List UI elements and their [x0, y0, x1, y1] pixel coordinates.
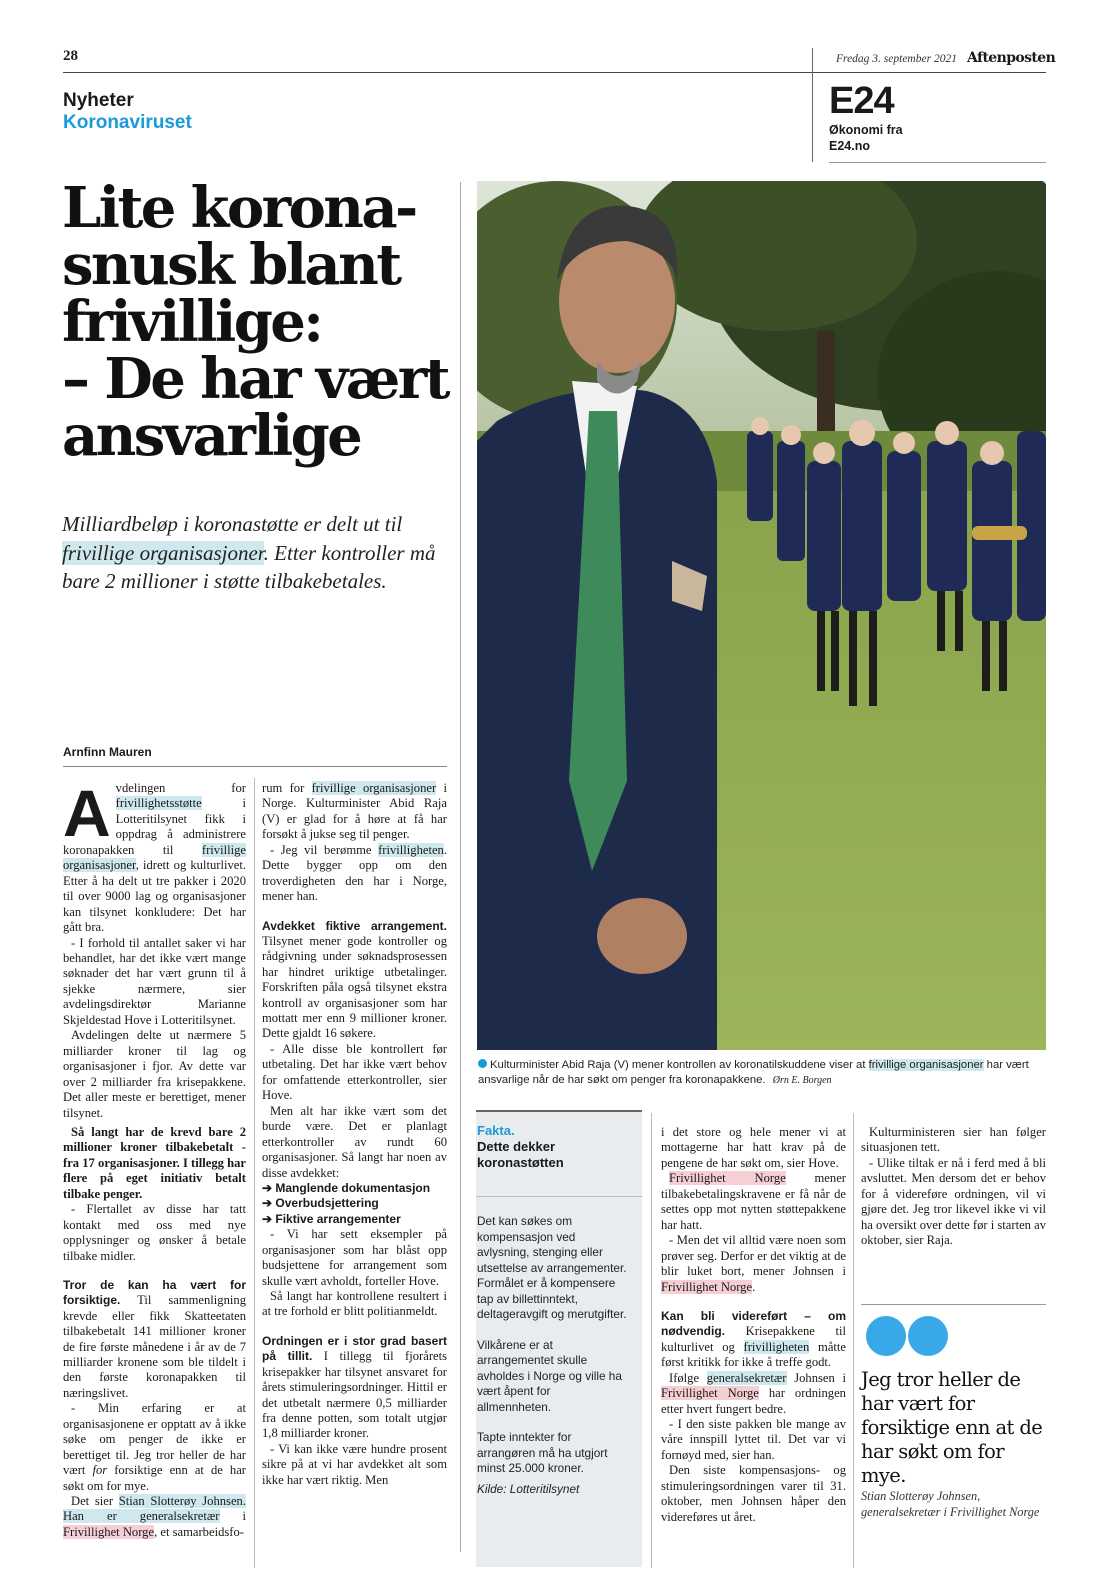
- ingress-highlight: frivillige organisasjoner: [62, 540, 264, 565]
- paragraph: Avdelingen delte ut nærmere 5 milliarder kroner til lag og organisasjoner i fjor. Av dette var over 2 milliarder fra krisepakkene. Det aller meste er berettiget, mener tilsynet.: [63, 1028, 246, 1120]
- caption-highlight: frivillige organisasjoner: [868, 1059, 984, 1071]
- headline-line: frivillige:: [62, 289, 322, 355]
- fakta-body: [477, 1214, 627, 1497]
- e24-tagline: Økonomi fra: [829, 123, 903, 137]
- column-divider: [853, 1113, 854, 1568]
- ingress-text: Milliardbeløp i koronastøtte er delt ut til: [62, 512, 403, 536]
- paragraph: - I forhold til antallet saker vi har behandlet, har det ikke vært mange søknader det har vært grunn til å sjekke nærmere, sier avdelingsdirektør Marianne Skjeldestad Hove i Lotteritilsynet.: [63, 935, 246, 1027]
- paragraph: - I den siste pakken ble mange av våre innspill lyttet til. Det var vi fornøyd med, sier han.: [661, 1416, 846, 1462]
- fakta-source: Kilde: Lotteritilsynet: [477, 1481, 580, 1496]
- photo-caption: [478, 1058, 1046, 1088]
- headline: [62, 175, 452, 469]
- paragraph: Kulturministeren sier han følger situasjonen tett.: [861, 1125, 1046, 1155]
- headline-line: ansvarlige: [62, 403, 361, 469]
- header-divider: [812, 48, 813, 162]
- list-item: ➔ Fiktive arrangementer: [262, 1211, 401, 1226]
- article-column-4: [661, 1125, 846, 1525]
- subhead-paragraph: Tror de kan ha vært for forsiktige. Til sammenligning krevde eller fikk Skatteetaten tilbakebetalt 141 millioner kroner de fire første månedene i år av de 7 milliarder kronene som ble tildelt i den første koronapakken til næringslivet.: [63, 1278, 246, 1400]
- paragraph: - Vi har sett eksempler på organisasjoner som har blåst opp budsjettene for arrangement som skulle vært avholdt, forteller Hove.: [262, 1227, 447, 1288]
- paragraph: i det store og hele mener vi at mottagerne har hatt krav på de pengene de har søkt om, sier Hove.: [661, 1125, 846, 1170]
- paragraph: Frivillighet Norge mener tilbakebetalingskravene er få når de settes opp mot nytten støttepakkene har hatt.: [661, 1171, 846, 1232]
- fakta-title: Dette dekker koronastøtten: [477, 1139, 564, 1170]
- fakta-paragraph: Tapte inntekter for arrangøren må ha utgjort minst 25.000 kroner.: [477, 1430, 608, 1475]
- camera-icon: [478, 1059, 487, 1068]
- subsection-label: Koronaviruset: [63, 112, 192, 133]
- ingress: [62, 510, 447, 596]
- newspaper-logo: Aftenposten: [967, 50, 1056, 66]
- headline-line: – De har vært: [62, 346, 448, 412]
- paragraph: Avdelingen for frivillighetsstøtte i Lotteritilsynet fikk i oppdrag å administrere koronapakken til frivillige organisasjoner, idrett og kulturlivet. Etter å ha delt ut tre pakker i 2020 til over 9000 lag og organisasjoner kan tilsynet konkludere: Det har gått bra.: [63, 776, 246, 935]
- fakta-label: Fakta.: [477, 1123, 515, 1138]
- paragraph: Den siste kompensasjons- og stimuleringsordningen varer til 31. oktober, men Johnsen håper den videreføres ut året.: [661, 1463, 846, 1524]
- pull-quote: Jeg tror heller de har vært for forsiktige enn at de har søkt om for mye.: [861, 1368, 1043, 1487]
- quote-attribution: Stian Slotterøy Johnsen, generalsekretær i Frivillighet Norge: [861, 1489, 1040, 1519]
- fakta-title-rule: [476, 1196, 642, 1197]
- subhead-paragraph: Ordningen er i stor grad basert på tillit. I tillegg til fjorårets krisepakker har tilsynet ansvaret for årets stimuleringsordninger. Hittil er det utbetalt nærmere 0,5 milliarder fra denne potten, som totalt utgjør 1,8 milliarder kroner.: [262, 1333, 448, 1441]
- paragraph: Ifølge generalsekretær Johnsen i Frivillighet Norge har ordningen etter hvert fungert bedre.: [661, 1370, 847, 1416]
- e24-logo: E24: [829, 80, 894, 122]
- byline: Arnfinn Mauren: [63, 745, 152, 759]
- subhead-paragraph: Kan bli videreført – om nødvendig. Krisepakkene til kulturlivet og frivilligheten måtte først kritikk for ikke å treffe godt.: [661, 1308, 847, 1370]
- quote-rule: [861, 1304, 1046, 1305]
- article-column-1: [63, 776, 247, 1540]
- paragraph: - Alle disse ble kontrollert før utbetaling. Det har ikke vært behov for omfattende etterkontroller, sier Hove.: [262, 1041, 447, 1103]
- photo-credit: Ørn E. Borgen: [772, 1075, 832, 1086]
- drop-cap: A: [63, 776, 111, 850]
- paragraph: - Flertallet av disse har tatt kontakt med oss med nye opplysninger og ønsker å betale tilbake midler.: [63, 1202, 246, 1263]
- article-column-2: [262, 781, 447, 1488]
- headline-line: Lite korona-: [62, 175, 416, 241]
- fakta-paragraph: Det kan søkes om kompensasjon ved avlysning, stenging eller utsettelse av arrangementer. Formålet er å kompensere tap av billettinntekt, deltageravgift og merutgifter.: [477, 1214, 627, 1321]
- headline-line: snusk blant: [62, 232, 400, 298]
- paragraph: - Min erfaring er at organisasjonene er opptatt av å ikke søke om penger de ikke er berettiget til. Jeg tror heller de har vært for forsiktige enn at de har søkt om for mye.: [63, 1401, 247, 1493]
- byline-rule: [63, 766, 447, 767]
- paragraph: rum for frivillige organisasjoner i Norge. Kulturminister Abid Raja (V) er glad for å høre at få har forsøkt å jukse seg til penger.: [262, 781, 447, 842]
- page-number: 28: [63, 48, 78, 64]
- fakta-top-rule: [476, 1110, 642, 1112]
- section-label: Nyheter: [63, 90, 134, 111]
- caption-text: har vært ansvarlige når de har søkt om penger fra koronapakkene.: [478, 1059, 1029, 1086]
- paragraph: - Jeg vil berømme frivilligheten. Dette bygger opp om den troverdigheten den har i Norge, mener han.: [262, 842, 447, 904]
- article-photo: [477, 181, 1046, 1050]
- column-divider: [651, 1113, 652, 1568]
- paragraph: - Vi kan ikke være hundre prosent sikre på at vi har avdekket alt som ikke har vært riktig. Men: [262, 1441, 447, 1487]
- paragraph: Så langt har kontrollene resultert i at tre forhold er blitt politianmeldt.: [262, 1288, 447, 1319]
- article-column-5: [861, 1125, 1046, 1249]
- list-item: ➔ Manglende dokumentasjon: [262, 1180, 431, 1195]
- column-divider: [254, 778, 255, 1568]
- paragraph: Men alt har ikke vært som det burde være. Det er planlagt etterkontroller av rundt 60 organisasjoner. Så langt har noen av disse avdekket:: [262, 1103, 447, 1180]
- subhead-paragraph: Avdekket fiktive arrangement. Tilsynet mener gode kontroller og rådgivning under søknadsprosessen har hindret uriktige utbetalinger. Forskriften påla også tilsynet ekstra kontroll av organisasjoner som har mottatt mer enn 9 millioner kroner. Dette gjaldt 16 søkere.: [262, 918, 447, 1041]
- bullet-list: [262, 1181, 447, 1227]
- column-divider: [460, 182, 461, 1552]
- header-rule: [63, 72, 1046, 73]
- paragraph: - Men det vil alltid være noen som prøver seg. Derfor er det viktig at de blir luket bort, mener Johnsen i Frivillighet Norge.: [661, 1233, 846, 1294]
- header-bottom-rule: [829, 162, 1046, 163]
- paragraph: - Ulike tiltak er nå i ferd med å bli avsluttet. Men dersom det er behov for å videreføre ordningen, vil vi gjøre det. Jeg tror likevel ikke vi vil ha oversikt over dette før i starten av oktober, sier Raja.: [861, 1155, 1046, 1248]
- caption-text: Kulturminister Abid Raja (V) mener kontrollen av koronatilskuddene viser at: [490, 1059, 869, 1071]
- header-date: Fredag 3. september 2021: [836, 53, 957, 65]
- paragraph: Det sier Stian Slotterøy Johnsen. Han er generalsekretær i Frivillighet Norge, et samarbeidsfo-: [63, 1494, 247, 1539]
- lead-paragraph: Så langt har de krevd bare 2 millioner kroner tilbakebetalt - fra 17 organisasjoner. I tillegg har flere på eget initiativ betalt tilbake penger.: [63, 1124, 246, 1201]
- list-item: ➔ Overbudsjettering: [262, 1196, 379, 1211]
- ingress-text: . Etter kontroller må bare 2 millioner i støtte tilbakebetales.: [62, 540, 436, 593]
- fakta-paragraph: Vilkårene er at arrangementet skulle avholdes i Norge og ville ha vært åpent for allmennheten.: [477, 1337, 622, 1414]
- quote-icon: [866, 1316, 956, 1358]
- photo-illustration: [477, 181, 1046, 1050]
- e24-url: E24.no: [829, 139, 870, 153]
